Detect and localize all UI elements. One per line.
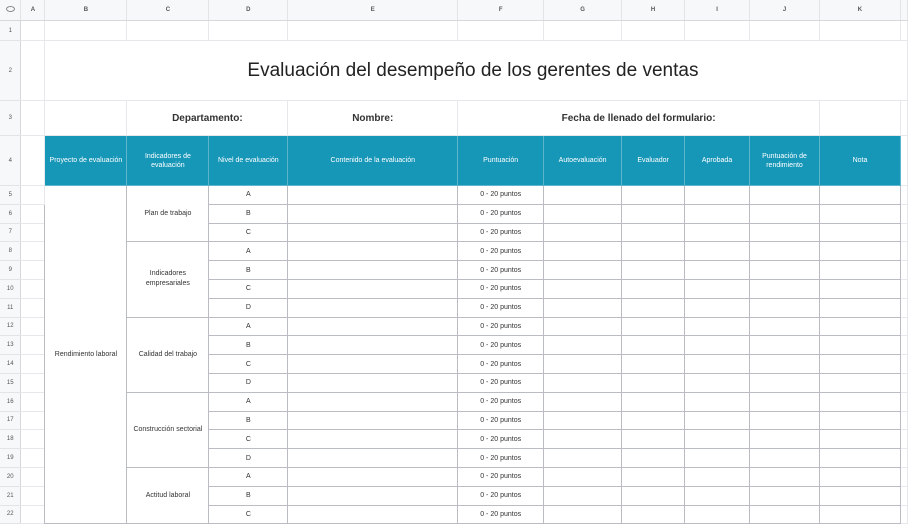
level-cell[interactable]: B [209, 204, 288, 223]
note-cell[interactable] [820, 430, 901, 449]
score-cell[interactable]: 0 - 20 puntos [458, 204, 544, 223]
project-cell[interactable]: Rendimiento laboral [45, 186, 127, 524]
cell[interactable] [21, 41, 45, 101]
cell[interactable] [21, 486, 45, 505]
evaluator-cell[interactable] [622, 317, 685, 336]
indicator-cell[interactable]: Actitud laboral [127, 467, 209, 523]
cell[interactable] [21, 223, 45, 242]
performance-cell[interactable] [750, 486, 820, 505]
content-cell[interactable] [288, 317, 458, 336]
self-evaluation-cell[interactable] [544, 223, 622, 242]
level-cell[interactable]: A [209, 392, 288, 411]
performance-cell[interactable] [750, 223, 820, 242]
cell[interactable] [820, 21, 901, 41]
col-header-f[interactable]: F [458, 0, 544, 21]
table-row [0, 467, 908, 486]
performance-cell[interactable] [750, 298, 820, 317]
evaluator-cell[interactable] [622, 486, 685, 505]
cell[interactable] [288, 21, 458, 41]
cell[interactable] [21, 101, 45, 136]
score-cell[interactable]: 0 - 20 puntos [458, 430, 544, 449]
note-cell[interactable] [820, 261, 901, 280]
level-cell[interactable]: D [209, 373, 288, 392]
note-cell[interactable] [820, 242, 901, 261]
row-number[interactable]: 11 [0, 298, 21, 317]
note-cell[interactable] [820, 486, 901, 505]
col-header-c[interactable]: C [127, 0, 209, 21]
row-number[interactable]: 8 [0, 242, 21, 261]
cell [900, 279, 907, 298]
evaluator-cell[interactable] [622, 204, 685, 223]
score-cell[interactable]: 0 - 20 puntos [458, 505, 544, 524]
cell [900, 186, 907, 205]
row-number[interactable]: 9 [0, 261, 21, 280]
approved-cell[interactable] [685, 430, 750, 449]
row-number[interactable]: 12 [0, 317, 21, 336]
performance-cell[interactable] [750, 204, 820, 223]
cell[interactable] [21, 392, 45, 411]
row-number[interactable]: 18 [0, 430, 21, 449]
self-evaluation-cell[interactable] [544, 242, 622, 261]
cell [900, 505, 907, 524]
row-number[interactable]: 6 [0, 204, 21, 223]
cell[interactable] [21, 449, 45, 468]
col-header-a[interactable]: A [21, 0, 45, 21]
row-number[interactable]: 1 [0, 21, 21, 41]
col-header-g[interactable]: G [544, 0, 622, 21]
header-content[interactable]: Contenido de la evaluación [288, 136, 458, 186]
table-row [0, 392, 908, 411]
cell [900, 101, 907, 136]
self-evaluation-cell[interactable] [544, 336, 622, 355]
row-number[interactable]: 14 [0, 355, 21, 374]
content-cell[interactable] [288, 355, 458, 374]
row-number[interactable]: 21 [0, 486, 21, 505]
row-number[interactable]: 15 [0, 373, 21, 392]
cell[interactable] [21, 204, 45, 223]
evaluation-rows [0, 186, 908, 524]
note-cell[interactable] [820, 223, 901, 242]
evaluator-cell[interactable] [622, 411, 685, 430]
content-cell[interactable] [288, 467, 458, 486]
note-cell[interactable] [820, 317, 901, 336]
table-row [0, 317, 908, 336]
note-cell[interactable] [820, 298, 901, 317]
score-cell[interactable]: 0 - 20 puntos [458, 223, 544, 242]
evaluator-cell[interactable] [622, 355, 685, 374]
level-cell[interactable]: C [209, 355, 288, 374]
indicator-cell[interactable]: Plan de trabajo [127, 186, 209, 242]
self-evaluation-cell[interactable] [544, 298, 622, 317]
cell[interactable] [622, 21, 685, 41]
performance-cell[interactable] [750, 430, 820, 449]
content-cell[interactable] [288, 186, 458, 205]
approved-cell[interactable] [685, 449, 750, 468]
performance-cell[interactable] [750, 279, 820, 298]
performance-cell[interactable] [750, 467, 820, 486]
cell[interactable] [21, 242, 45, 261]
row-2 [0, 41, 908, 101]
row-number[interactable]: 3 [0, 101, 21, 136]
cell [900, 486, 907, 505]
approved-cell[interactable] [685, 373, 750, 392]
level-cell[interactable]: A [209, 242, 288, 261]
cell [900, 430, 907, 449]
evaluator-cell[interactable] [622, 467, 685, 486]
approved-cell[interactable] [685, 336, 750, 355]
content-cell[interactable] [288, 298, 458, 317]
performance-cell[interactable] [750, 186, 820, 205]
evaluator-cell[interactable] [622, 336, 685, 355]
approved-cell[interactable] [685, 279, 750, 298]
evaluator-cell[interactable] [622, 505, 685, 524]
level-cell[interactable]: B [209, 261, 288, 280]
cell[interactable] [21, 298, 45, 317]
cell [900, 411, 907, 430]
self-evaluation-cell[interactable] [544, 186, 622, 205]
approved-cell[interactable] [685, 467, 750, 486]
cell[interactable] [21, 505, 45, 524]
note-cell[interactable] [820, 373, 901, 392]
row-number[interactable]: 16 [0, 392, 21, 411]
level-cell[interactable]: D [209, 298, 288, 317]
score-cell[interactable]: 0 - 20 puntos [458, 336, 544, 355]
cell[interactable] [544, 21, 622, 41]
performance-cell[interactable] [750, 355, 820, 374]
cell [900, 355, 907, 374]
col-header-i[interactable]: I [685, 0, 750, 21]
cell[interactable] [21, 261, 45, 280]
select-all-corner[interactable] [0, 0, 21, 21]
self-evaluation-cell[interactable] [544, 467, 622, 486]
evaluator-cell[interactable] [622, 279, 685, 298]
content-cell[interactable] [288, 486, 458, 505]
row-1 [0, 21, 908, 41]
cell [900, 223, 907, 242]
col-header-j[interactable]: J [750, 0, 820, 21]
evaluator-cell[interactable] [622, 449, 685, 468]
approved-cell[interactable] [685, 317, 750, 336]
note-cell[interactable] [820, 467, 901, 486]
note-cell[interactable] [820, 336, 901, 355]
score-cell[interactable]: 0 - 20 puntos [458, 242, 544, 261]
row-number[interactable]: 13 [0, 336, 21, 355]
evaluator-cell[interactable] [622, 223, 685, 242]
approved-cell[interactable] [685, 223, 750, 242]
col-header-k[interactable]: K [820, 0, 901, 21]
level-cell[interactable]: C [209, 505, 288, 524]
evaluator-cell[interactable] [622, 186, 685, 205]
self-evaluation-cell[interactable] [544, 486, 622, 505]
cell[interactable] [750, 21, 820, 41]
cell[interactable] [21, 373, 45, 392]
cell [900, 41, 907, 101]
level-cell[interactable]: A [209, 186, 288, 205]
column-header-row [0, 0, 908, 21]
evaluator-cell[interactable] [622, 392, 685, 411]
row-number[interactable]: 22 [0, 505, 21, 524]
performance-cell[interactable] [750, 261, 820, 280]
score-cell[interactable]: 0 - 20 puntos [458, 355, 544, 374]
cell [900, 242, 907, 261]
approved-cell[interactable] [685, 261, 750, 280]
note-cell[interactable] [820, 392, 901, 411]
row-3 [0, 101, 908, 136]
score-cell[interactable]: 0 - 20 puntos [458, 392, 544, 411]
cell[interactable] [685, 21, 750, 41]
cell[interactable] [21, 411, 45, 430]
row-number[interactable]: 10 [0, 279, 21, 298]
level-cell[interactable]: B [209, 486, 288, 505]
cell[interactable] [21, 186, 45, 205]
evaluator-cell[interactable] [622, 242, 685, 261]
cell[interactable] [820, 101, 901, 136]
cell [900, 136, 907, 186]
content-cell[interactable] [288, 261, 458, 280]
content-cell[interactable] [288, 411, 458, 430]
header-project[interactable]: Proyecto de evaluación [45, 136, 127, 186]
level-cell[interactable]: B [209, 411, 288, 430]
approved-cell[interactable] [685, 298, 750, 317]
sheet-title[interactable]: Evaluación del desempeño de los gerentes de ventas [45, 41, 900, 101]
performance-cell[interactable] [750, 336, 820, 355]
level-cell[interactable]: B [209, 336, 288, 355]
evaluator-cell[interactable] [622, 373, 685, 392]
content-cell[interactable] [288, 373, 458, 392]
approved-cell[interactable] [685, 486, 750, 505]
approved-cell[interactable] [685, 242, 750, 261]
content-cell[interactable] [288, 392, 458, 411]
cell [900, 336, 907, 355]
score-cell[interactable]: 0 - 20 puntos [458, 467, 544, 486]
row-4 [0, 136, 908, 186]
row-number[interactable]: 7 [0, 223, 21, 242]
score-cell[interactable]: 0 - 20 puntos [458, 486, 544, 505]
approved-cell[interactable] [685, 355, 750, 374]
cell[interactable] [21, 355, 45, 374]
note-cell[interactable] [820, 355, 901, 374]
performance-cell[interactable] [750, 411, 820, 430]
self-evaluation-cell[interactable] [544, 411, 622, 430]
header-evaluator[interactable]: Evaluador [622, 136, 685, 186]
self-evaluation-cell[interactable] [544, 505, 622, 524]
cell[interactable] [209, 21, 288, 41]
row-number[interactable]: 20 [0, 467, 21, 486]
name-label[interactable]: Nombre: [288, 101, 458, 136]
self-evaluation-cell[interactable] [544, 261, 622, 280]
score-cell[interactable]: 0 - 20 puntos [458, 373, 544, 392]
note-cell[interactable] [820, 505, 901, 524]
note-cell[interactable] [820, 186, 901, 205]
table-row [0, 242, 908, 261]
evaluator-cell[interactable] [622, 261, 685, 280]
score-cell[interactable]: 0 - 20 puntos [458, 298, 544, 317]
col-header-b[interactable]: B [45, 0, 127, 21]
content-cell[interactable] [288, 279, 458, 298]
score-cell[interactable]: 0 - 20 puntos [458, 261, 544, 280]
self-evaluation-cell[interactable] [544, 449, 622, 468]
score-cell[interactable]: 0 - 20 puntos [458, 411, 544, 430]
note-cell[interactable] [820, 449, 901, 468]
self-evaluation-cell[interactable] [544, 430, 622, 449]
cell [900, 392, 907, 411]
department-label[interactable]: Departamento: [127, 101, 288, 136]
approved-cell[interactable] [685, 204, 750, 223]
score-cell[interactable]: 0 - 20 puntos [458, 317, 544, 336]
approved-cell[interactable] [685, 411, 750, 430]
evaluator-cell[interactable] [622, 430, 685, 449]
cell [900, 21, 907, 41]
cell [900, 373, 907, 392]
col-header-extra [900, 0, 907, 21]
row-number[interactable]: 4 [0, 136, 21, 186]
score-cell[interactable]: 0 - 20 puntos [458, 449, 544, 468]
row-number[interactable]: 5 [0, 186, 21, 205]
content-cell[interactable] [288, 242, 458, 261]
level-cell[interactable]: A [209, 467, 288, 486]
col-header-h[interactable]: H [622, 0, 685, 21]
date-label[interactable]: Fecha de llenado del formulario: [458, 101, 820, 136]
cell[interactable] [21, 279, 45, 298]
self-evaluation-cell[interactable] [544, 317, 622, 336]
approved-cell[interactable] [685, 505, 750, 524]
cell[interactable] [127, 21, 209, 41]
cell[interactable] [458, 21, 544, 41]
approved-cell[interactable] [685, 186, 750, 205]
performance-cell[interactable] [750, 317, 820, 336]
indicator-cell[interactable]: Construcción sectorial [127, 392, 209, 467]
content-cell[interactable] [288, 336, 458, 355]
cell[interactable] [45, 101, 127, 136]
row-number[interactable]: 2 [0, 41, 21, 101]
content-cell[interactable] [288, 204, 458, 223]
cell [900, 449, 907, 468]
self-evaluation-cell[interactable] [544, 204, 622, 223]
note-cell[interactable] [820, 204, 901, 223]
cell[interactable] [21, 21, 45, 41]
cell [900, 204, 907, 223]
cell [900, 298, 907, 317]
performance-cell[interactable] [750, 392, 820, 411]
cell[interactable] [21, 430, 45, 449]
content-cell[interactable] [288, 505, 458, 524]
performance-cell[interactable] [750, 242, 820, 261]
self-evaluation-cell[interactable] [544, 279, 622, 298]
evaluator-cell[interactable] [622, 298, 685, 317]
content-cell[interactable] [288, 449, 458, 468]
cell[interactable] [45, 21, 127, 41]
self-evaluation-cell[interactable] [544, 392, 622, 411]
cell [900, 317, 907, 336]
score-cell[interactable]: 0 - 20 puntos [458, 279, 544, 298]
row-number[interactable]: 17 [0, 411, 21, 430]
table-row [0, 186, 908, 205]
self-evaluation-cell[interactable] [544, 355, 622, 374]
header-level[interactable]: Nivel de evaluación [209, 136, 288, 186]
header-note[interactable]: Nota [820, 136, 901, 186]
performance-cell[interactable] [750, 505, 820, 524]
cell[interactable] [21, 136, 45, 186]
level-cell[interactable]: C [209, 223, 288, 242]
note-cell[interactable] [820, 279, 901, 298]
col-header-d[interactable]: D [209, 0, 288, 21]
performance-cell[interactable] [750, 373, 820, 392]
header-self-evaluation[interactable]: Autoevaluación [544, 136, 622, 186]
col-header-e[interactable]: E [288, 0, 458, 21]
cell[interactable] [21, 467, 45, 486]
cell[interactable] [21, 336, 45, 355]
level-cell[interactable]: C [209, 279, 288, 298]
level-cell[interactable]: D [209, 449, 288, 468]
level-cell[interactable]: A [209, 317, 288, 336]
row-number[interactable]: 19 [0, 449, 21, 468]
performance-cell[interactable] [750, 449, 820, 468]
self-evaluation-cell[interactable] [544, 373, 622, 392]
header-indicators[interactable]: Indicadores de evaluación [127, 136, 209, 186]
content-cell[interactable] [288, 223, 458, 242]
cell [900, 467, 907, 486]
indicator-cell[interactable]: Indicadores empresariales [127, 242, 209, 317]
cell[interactable] [21, 317, 45, 336]
approved-cell[interactable] [685, 392, 750, 411]
header-approved[interactable]: Aprobada [685, 136, 750, 186]
level-cell[interactable]: C [209, 430, 288, 449]
header-score[interactable]: Puntuación [458, 136, 544, 186]
note-cell[interactable] [820, 411, 901, 430]
content-cell[interactable] [288, 430, 458, 449]
header-performance-score[interactable]: Puntuación de rendimiento [750, 136, 820, 186]
indicator-cell[interactable]: Calidad del trabajo [127, 317, 209, 392]
cell [900, 261, 907, 280]
eye-icon [6, 6, 15, 12]
score-cell[interactable]: 0 - 20 puntos [458, 186, 544, 205]
